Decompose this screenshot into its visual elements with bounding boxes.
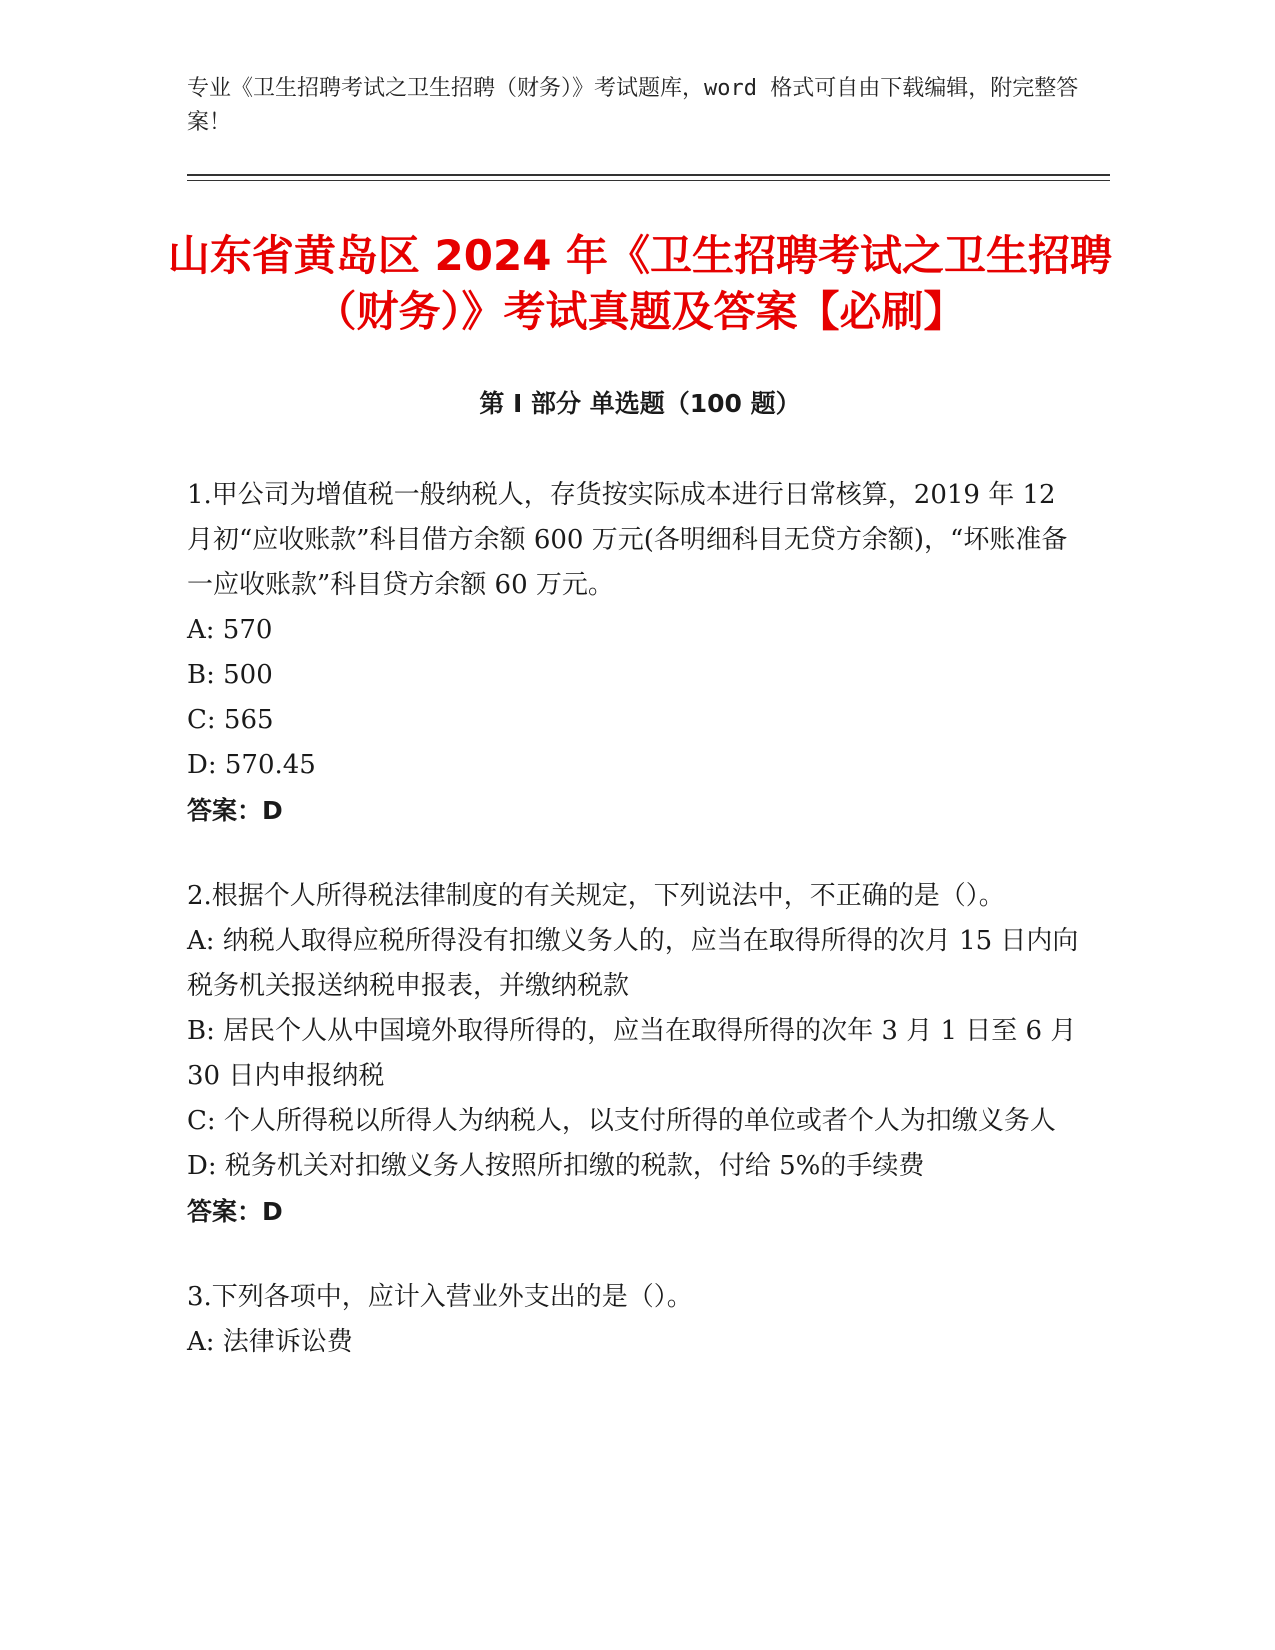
header-note: 专业《卫生招聘考试之卫生招聘（财务）》考试题库，word 格式可自由下载编辑，附完整答案！ bbox=[187, 76, 1079, 135]
question-list bbox=[187, 473, 1087, 1406]
question-stem: 1.甲公司为增值税一般纳税人，存货按实际成本进行日常核算，2019 年 12 月初“应收账款”科目借方余额 600 万元(各明细科目无贷方余额)，“坏账准备一应收账款”科目贷方余额 60 万元。 bbox=[187, 480, 1068, 600]
question-stem: 3.下列各项中，应计入营业外支出的是（）。 bbox=[187, 1282, 693, 1312]
option-b: B: 500 bbox=[187, 660, 273, 690]
question-stem: 2.根据个人所得税法律制度的有关规定，下列说法中，不正确的是（）。 bbox=[187, 881, 1005, 911]
header-rule-thin bbox=[187, 180, 1110, 181]
section-title: 第 I 部分 单选题（100 题） bbox=[479, 389, 801, 418]
option-a: A: 纳税人取得应税所得没有扣缴义务人的，应当在取得所得的次月 15 日内向税务机关报送纳税申报表，并缴纳税款 bbox=[187, 926, 1079, 1001]
question-1 bbox=[187, 473, 1087, 833]
option-c: C: 565 bbox=[187, 705, 274, 735]
header-rule-thick bbox=[187, 174, 1110, 176]
question-3 bbox=[187, 1275, 1087, 1365]
option-b: B: 居民个人从中国境外取得所得的，应当在取得所得的次年 3 月 1 日至 6 月 30 日内申报纳税 bbox=[187, 1016, 1077, 1091]
option-a: A: 法律诉讼费 bbox=[187, 1327, 353, 1357]
document-title: 山东省黄岛区 2024 年《卫生招聘考试之卫生招聘（财务）》考试真题及答案【必刷】 bbox=[167, 231, 1113, 336]
option-d: D: 税务机关对扣缴义务人按照所扣缴的税款，付给 5%的手续费 bbox=[187, 1151, 925, 1181]
answer: 答案：D bbox=[187, 1197, 283, 1226]
question-2 bbox=[187, 874, 1087, 1234]
answer: 答案：D bbox=[187, 796, 283, 825]
option-a: A: 570 bbox=[187, 615, 273, 645]
option-d: D: 570.45 bbox=[187, 750, 316, 780]
option-c: C: 个人所得税以所得人为纳税人，以支付所得的单位或者个人为扣缴义务人 bbox=[187, 1106, 1056, 1136]
